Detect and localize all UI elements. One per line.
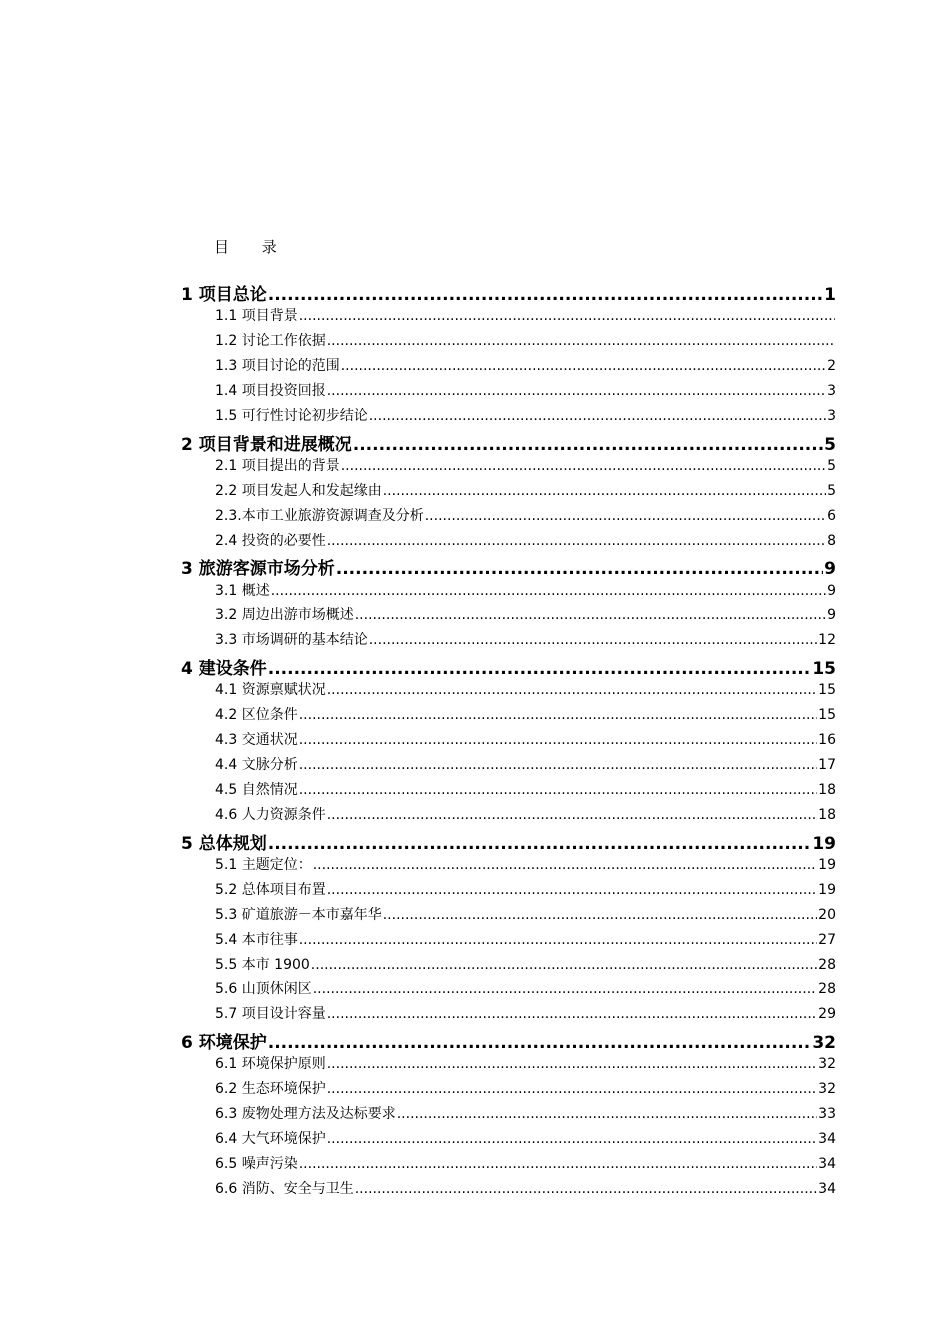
toc-section-entry[interactable] <box>181 1128 836 1153</box>
toc-leader-dots <box>299 782 817 798</box>
toc-leader-dots <box>369 632 817 648</box>
toc-section-entry[interactable] <box>181 629 836 654</box>
toc-leader-dots <box>268 659 812 679</box>
toc-entry-label: 6.4 大气环境保护 <box>215 1131 326 1148</box>
toc-section-entry[interactable] <box>181 904 836 929</box>
toc-leader-dots <box>327 682 817 698</box>
toc-entry-label: 6 环境保护 <box>181 1033 267 1054</box>
toc-entry-label: 1.2 讨论工作依据 <box>215 333 326 350</box>
toc-section-entry[interactable] <box>181 1078 836 1103</box>
toc-leader-dots <box>299 308 835 324</box>
toc-page-number: 3 <box>827 407 836 424</box>
toc-entry-label: 5.4 本市往事 <box>215 931 298 948</box>
toc-page-number: 32 <box>812 1033 836 1054</box>
toc-leader-dots <box>397 1106 817 1122</box>
toc-entry-label: 5.2 总体项目布置 <box>215 881 326 898</box>
toc-entry-label: 3 旅游客源市场分析 <box>181 559 335 580</box>
toc-page-number: 32 <box>818 1056 836 1073</box>
toc-chapter-entry[interactable] <box>181 1028 836 1053</box>
toc-section-entry[interactable] <box>181 1153 836 1178</box>
toc-page-number: 28 <box>818 956 836 973</box>
toc-leader-dots <box>268 285 823 305</box>
toc-section-entry[interactable] <box>181 978 836 1003</box>
toc-entry-label: 2.3.本市工业旅游资源调查及分析 <box>215 507 424 524</box>
toc-section-entry[interactable] <box>181 779 836 804</box>
toc-page-number: 9 <box>824 559 836 580</box>
toc-leader-dots <box>353 435 823 455</box>
toc-entry-label: 5.1 主题定位： <box>215 856 312 873</box>
toc-page-number: 19 <box>818 856 836 873</box>
toc-section-entry[interactable] <box>181 305 836 330</box>
toc-page-number: 5 <box>827 482 836 499</box>
toc-entry-label: 5.6 山顶休闲区 <box>215 981 312 998</box>
toc-page-number: 1 <box>824 285 836 305</box>
toc-entry-label: 1.3 项目讨论的范围 <box>215 357 340 374</box>
toc-leader-dots <box>313 981 817 997</box>
toc-section-entry[interactable] <box>181 455 836 480</box>
toc-section-entry[interactable] <box>181 1103 836 1128</box>
toc-leader-dots <box>268 834 812 854</box>
toc-page-number: 15 <box>818 707 836 724</box>
toc-section-entry[interactable] <box>181 530 836 555</box>
toc-page-number: 2 <box>827 357 836 374</box>
toc-leader-dots <box>299 1156 817 1172</box>
toc-page-number: 20 <box>818 906 836 923</box>
toc-entry-label: 4.2 区位条件 <box>215 707 298 724</box>
toc-entry-label: 4 建设条件 <box>181 659 267 680</box>
toc-entry-label: 4.4 文脉分析 <box>215 757 298 774</box>
toc-entry-label: 3.3 市场调研的基本结论 <box>215 632 368 649</box>
toc-section-entry[interactable] <box>181 1178 836 1203</box>
toc-leader-dots <box>341 358 826 374</box>
toc-entry-label: 5 总体规划 <box>181 833 267 854</box>
toc-page-number: 34 <box>818 1131 836 1148</box>
toc-entry-label: 4.1 资源禀赋状况 <box>215 682 326 699</box>
toc-section-entry[interactable] <box>181 330 836 355</box>
toc-entry-label: 4.3 交通状况 <box>215 732 298 749</box>
toc-leader-dots <box>336 559 823 579</box>
toc-leader-dots <box>341 458 826 474</box>
toc-entry-label: 2.4 投资的必要性 <box>215 532 326 549</box>
toc-page-number: 34 <box>818 1155 836 1172</box>
toc-leader-dots <box>327 383 826 399</box>
toc-section-entry[interactable] <box>181 929 836 954</box>
toc-section-entry[interactable] <box>181 505 836 530</box>
toc-chapter-entry[interactable] <box>181 280 836 305</box>
toc-page-number: 17 <box>818 757 836 774</box>
toc-section-entry[interactable] <box>181 1003 836 1028</box>
toc-entry-label: 1.5 可行性讨论初步结论 <box>215 407 368 424</box>
toc-page-number: 19 <box>812 833 836 854</box>
toc-entry-label: 5.3 矿道旅游－本市嘉年华 <box>215 906 382 923</box>
toc-leader-dots <box>271 583 826 599</box>
toc-entry-label: 6.5 噪声污染 <box>215 1155 298 1172</box>
toc-entry-label: 6.6 消防、安全与卫生 <box>215 1180 354 1197</box>
toc-entry-label: 5.7 项目设计容量 <box>215 1006 326 1023</box>
toc-leader-dots <box>268 1033 812 1053</box>
toc-page-number: 6 <box>827 507 836 524</box>
toc-page-number: 18 <box>818 782 836 798</box>
toc-leader-dots <box>383 907 817 923</box>
toc-leader-dots <box>383 483 826 499</box>
toc-section-entry[interactable] <box>181 754 836 779</box>
toc-entry-label: 3.2 周边出游市场概述 <box>215 607 354 624</box>
toc-entry-label: 3.1 概述 <box>215 582 270 599</box>
toc-entry-label: 4.6 人力资源条件 <box>215 806 326 823</box>
toc-page-number: 28 <box>818 981 836 998</box>
toc-leader-dots <box>311 957 817 973</box>
toc-page-number: 3 <box>827 382 836 399</box>
toc-entry-label: 1.1 项目背景 <box>215 308 298 325</box>
toc-page-number: 16 <box>818 732 836 749</box>
toc-entry-label: 4.5 自然情况 <box>215 782 298 798</box>
toc-leader-dots <box>327 882 817 898</box>
toc-page-number: 32 <box>818 1081 836 1098</box>
toc-leader-dots <box>327 333 835 349</box>
toc-chapter-entry[interactable] <box>181 554 836 579</box>
toc-page-number: 34 <box>818 1180 836 1197</box>
toc-page-number: 5 <box>827 457 836 474</box>
toc-entry-label: 2 项目背景和进展概况 <box>181 434 352 455</box>
toc-section-entry[interactable] <box>181 854 836 879</box>
toc-page-number: 8 <box>827 532 836 549</box>
toc-section-entry[interactable] <box>181 380 836 405</box>
toc-leader-dots <box>327 1006 817 1022</box>
toc-leader-dots <box>299 732 817 748</box>
toc-section-entry[interactable] <box>181 879 836 904</box>
toc-section-entry[interactable] <box>181 954 836 979</box>
toc-title: 目 录 <box>214 238 291 256</box>
toc-page-number: 15 <box>812 659 836 680</box>
toc-leader-dots <box>313 857 817 873</box>
toc-page-number: 18 <box>818 806 836 823</box>
toc-leader-dots <box>327 807 817 823</box>
toc-chapter-entry[interactable] <box>181 829 836 854</box>
toc-leader-dots <box>327 1131 817 1147</box>
toc-chapter-entry[interactable] <box>181 430 836 455</box>
toc-leader-dots <box>299 932 817 948</box>
toc-page-number: 29 <box>818 1006 836 1023</box>
toc-page-number: 9 <box>827 582 836 599</box>
toc-leader-dots <box>327 533 826 549</box>
toc-section-entry[interactable] <box>181 480 836 505</box>
toc-entry-label: 1.4 项目投资回报 <box>215 382 326 399</box>
toc-leader-dots <box>327 1056 817 1072</box>
toc-entry-label: 1 项目总论 <box>181 285 267 305</box>
toc-page-number: 5 <box>824 434 836 455</box>
table-of-contents <box>181 280 836 1203</box>
toc-leader-dots <box>299 707 817 723</box>
toc-entry-label: 2.2 项目发起人和发起缘由 <box>215 482 382 499</box>
toc-section-entry[interactable] <box>181 355 836 380</box>
toc-entry-label: 2.1 项目提出的背景 <box>215 457 340 474</box>
toc-leader-dots <box>355 607 826 623</box>
toc-entry-label: 6.1 环境保护原则 <box>215 1056 326 1073</box>
toc-leader-dots <box>327 1081 817 1097</box>
toc-leader-dots <box>355 1181 817 1197</box>
toc-chapter-entry[interactable] <box>181 654 836 679</box>
toc-section-entry[interactable] <box>181 580 836 605</box>
toc-page-number: 19 <box>818 881 836 898</box>
toc-page-number: 15 <box>818 682 836 699</box>
toc-leader-dots <box>425 508 826 524</box>
toc-entry-label: 5.5 本市 1900 <box>215 956 310 973</box>
toc-leader-dots <box>299 757 817 773</box>
toc-page-number: 12 <box>818 632 836 649</box>
toc-entry-label: 6.2 生态环境保护 <box>215 1081 326 1098</box>
toc-section-entry[interactable] <box>181 804 836 829</box>
toc-page-number: 33 <box>818 1106 836 1123</box>
toc-section-entry[interactable] <box>181 1053 836 1078</box>
toc-section-entry[interactable] <box>181 604 836 629</box>
toc-section-entry[interactable] <box>181 405 836 430</box>
toc-section-entry[interactable] <box>181 729 836 754</box>
toc-page-number: 27 <box>818 931 836 948</box>
toc-section-entry[interactable] <box>181 679 836 704</box>
toc-leader-dots <box>369 408 826 424</box>
toc-entry-label: 6.3 废物处理方法及达标要求 <box>215 1106 396 1123</box>
toc-section-entry[interactable] <box>181 704 836 729</box>
toc-page-number: 9 <box>827 607 836 624</box>
